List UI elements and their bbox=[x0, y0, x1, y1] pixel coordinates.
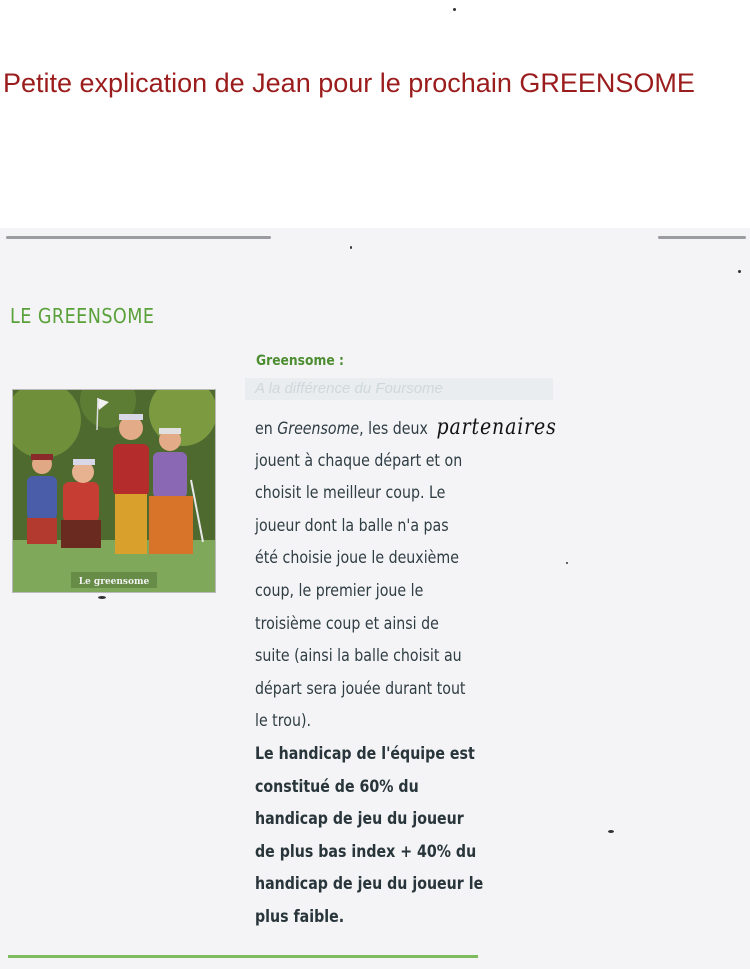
handicap-line: handicap de jeu du joueur bbox=[255, 809, 464, 829]
greensome-subheading: Greensome : bbox=[256, 353, 344, 369]
body-line: le trou). bbox=[255, 711, 311, 731]
faded-text-line bbox=[245, 378, 553, 400]
handicap-line: constitué de 60% du bbox=[255, 776, 419, 796]
body-text-rest: , les deux bbox=[359, 419, 428, 438]
body-line: suite (ainsi la balle choisit au bbox=[255, 646, 462, 666]
body-line: été choisie joue le deuxième bbox=[255, 548, 459, 568]
scan-speck bbox=[350, 246, 352, 249]
body-text-prefix: en bbox=[255, 419, 278, 438]
handicap-line: handicap de jeu du joueur le bbox=[255, 874, 484, 894]
golfers-painting bbox=[13, 390, 215, 592]
scan-header-left bbox=[6, 236, 271, 239]
body-line: troisième coup et ainsi de bbox=[255, 613, 439, 633]
handicap-line: plus faible. bbox=[255, 906, 345, 926]
scan-speck bbox=[453, 8, 456, 11]
body-line: choisit le meilleur coup. Le bbox=[255, 483, 446, 503]
body-line: départ sera jouée durant tout bbox=[255, 678, 466, 698]
scan-speck bbox=[566, 562, 568, 564]
scan-header-right bbox=[658, 236, 746, 239]
scan-speck bbox=[738, 270, 741, 273]
illustration-caption: Le greensome bbox=[78, 577, 150, 587]
body-line bbox=[255, 412, 556, 445]
body-line: jouent à chaque départ et on bbox=[255, 450, 463, 470]
greensome-description bbox=[255, 412, 556, 934]
golfers-illustration bbox=[12, 389, 216, 593]
scan-speck bbox=[98, 596, 106, 599]
faded-text: A la différence du Foursome bbox=[255, 380, 443, 397]
body-line: joueur dont la balle n'a pas bbox=[255, 515, 449, 535]
handwritten-annotation: partenaires bbox=[436, 415, 557, 440]
scan-speck bbox=[608, 830, 614, 833]
page-title: Petite explication de Jean pour le prochain GREENSOME bbox=[3, 68, 695, 98]
handicap-line: Le handicap de l'équipe est bbox=[255, 743, 475, 763]
body-line: coup, le premier joue le bbox=[255, 580, 424, 600]
section-heading: LE GREENSOME bbox=[10, 304, 155, 328]
handicap-line: de plus bas index + 40% du bbox=[255, 841, 477, 861]
bottom-divider bbox=[8, 955, 478, 958]
greensome-term: Greensome bbox=[277, 419, 360, 438]
